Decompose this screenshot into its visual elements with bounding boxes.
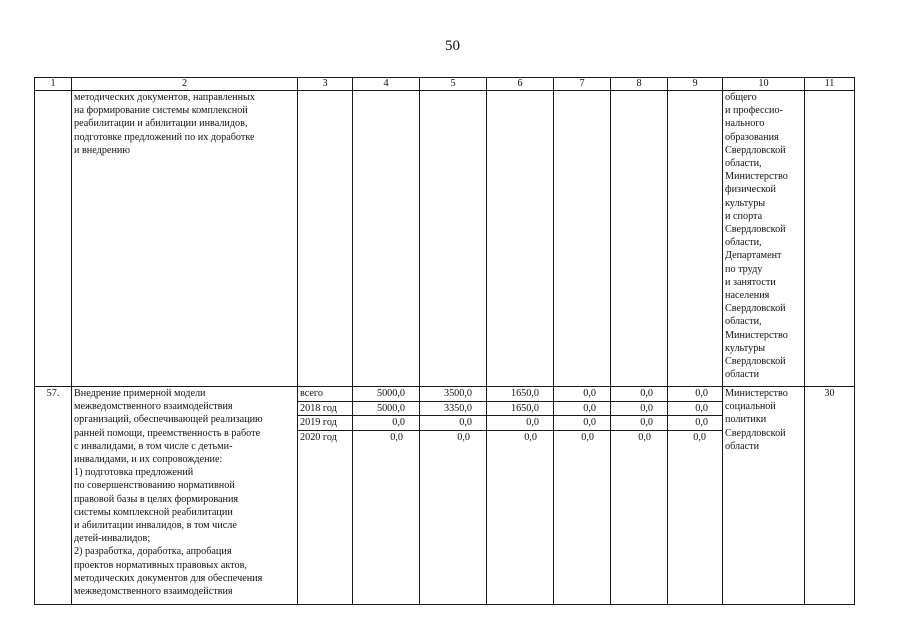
target-reference: 30 bbox=[805, 387, 855, 605]
page-number: 50 bbox=[445, 38, 460, 54]
column-number-row bbox=[35, 78, 855, 91]
amount-value: 5000,0 bbox=[353, 387, 419, 402]
empty-cell bbox=[420, 91, 487, 387]
empty-cell bbox=[554, 91, 611, 387]
empty-cell bbox=[353, 91, 420, 387]
measure-description: методических документов, направленных на формирование системы комплексной реабилитации и абилитации инвалидов, подготовке предложений по их доработке и внедрению bbox=[72, 91, 298, 387]
column-header: 1 bbox=[35, 78, 72, 91]
executor-cell: общего и профессио- нального образования Свердловской области, Министерство физической культуры и спорта Свердловской области, Департамент по труду и занятости населения Свердловской области, Министерство культуры Свердловской области bbox=[723, 91, 805, 387]
table-row bbox=[35, 387, 855, 605]
measure-description: Внедрение примерной модели межведомственного взаимодействия организаций, обеспечивающей реализацию ранней помощи, преемственность в работе с инвалидами, в том числе с детьми- инвалидами, и их сопровождение: 1) подготовка предложений по совершенствованию нормативной правовой базы в целях формирования системы комплексной реабилитации и абилитации инвалидов, в том числе детей-инвалидов; 2) разработка, доработка, апробация проектов нормативных правовых актов, методических документов для обеспечения межведомственного взаимодействия bbox=[72, 387, 298, 605]
amount-value: 0,0 bbox=[554, 416, 610, 431]
row-number-cell bbox=[35, 91, 72, 387]
period-cell bbox=[298, 387, 353, 605]
amount-value: 0,0 bbox=[611, 402, 667, 417]
amount-value: 0,0 bbox=[668, 387, 722, 402]
amount-cell bbox=[487, 387, 554, 605]
period-label: 2019 год bbox=[298, 416, 352, 431]
amount-value: 0,0 bbox=[554, 387, 610, 402]
column-header: 10 bbox=[723, 78, 805, 91]
amount-value: 0,0 bbox=[353, 416, 419, 431]
amount-value: 0,0 bbox=[524, 431, 537, 443]
column-header: 2 bbox=[72, 78, 298, 91]
amount-value: 0,0 bbox=[668, 402, 722, 417]
amount-value: 5000,0 bbox=[353, 402, 419, 417]
amount-cell bbox=[668, 387, 723, 605]
amount-value: 0,0 bbox=[611, 416, 667, 431]
period-label: 2020 год bbox=[300, 431, 337, 443]
amount-value: 3350,0 bbox=[420, 402, 486, 417]
period-label: 2018 год bbox=[298, 402, 352, 417]
amount-value: 0,0 bbox=[390, 431, 403, 443]
table-row bbox=[35, 91, 855, 387]
amount-cell bbox=[554, 387, 611, 605]
amount-value: 1650,0 bbox=[487, 402, 553, 417]
empty-cell bbox=[487, 91, 554, 387]
column-header: 6 bbox=[487, 78, 554, 91]
amount-value: 0,0 bbox=[638, 431, 651, 443]
amount-value: 0,0 bbox=[668, 416, 722, 431]
column-header: 5 bbox=[420, 78, 487, 91]
empty-cell bbox=[611, 91, 668, 387]
row-number: 57. bbox=[35, 387, 72, 605]
column-header: 4 bbox=[353, 78, 420, 91]
period-label: всего bbox=[298, 387, 352, 402]
column-header: 3 bbox=[298, 78, 353, 91]
amount-value: 0,0 bbox=[693, 431, 706, 443]
empty-cell bbox=[668, 91, 723, 387]
amount-value: 0,0 bbox=[457, 431, 470, 443]
empty-cell bbox=[298, 91, 353, 387]
empty-cell bbox=[805, 91, 855, 387]
amount-value: 0,0 bbox=[581, 431, 594, 443]
amount-value: 0,0 bbox=[487, 416, 553, 431]
amount-value: 3500,0 bbox=[420, 387, 486, 402]
amount-cell bbox=[611, 387, 668, 605]
column-header: 7 bbox=[554, 78, 611, 91]
amount-cell bbox=[420, 387, 487, 605]
amount-cell bbox=[353, 387, 420, 605]
amount-value: 0,0 bbox=[554, 402, 610, 417]
measures-table bbox=[34, 77, 855, 605]
amount-value: 0,0 bbox=[611, 387, 667, 402]
amount-value: 0,0 bbox=[420, 416, 486, 431]
executor-cell: Министерство социальной политики Свердловской области bbox=[723, 387, 805, 605]
column-header: 8 bbox=[611, 78, 668, 91]
amount-value: 1650,0 bbox=[487, 387, 553, 402]
column-header: 9 bbox=[668, 78, 723, 91]
column-header: 11 bbox=[805, 78, 855, 91]
